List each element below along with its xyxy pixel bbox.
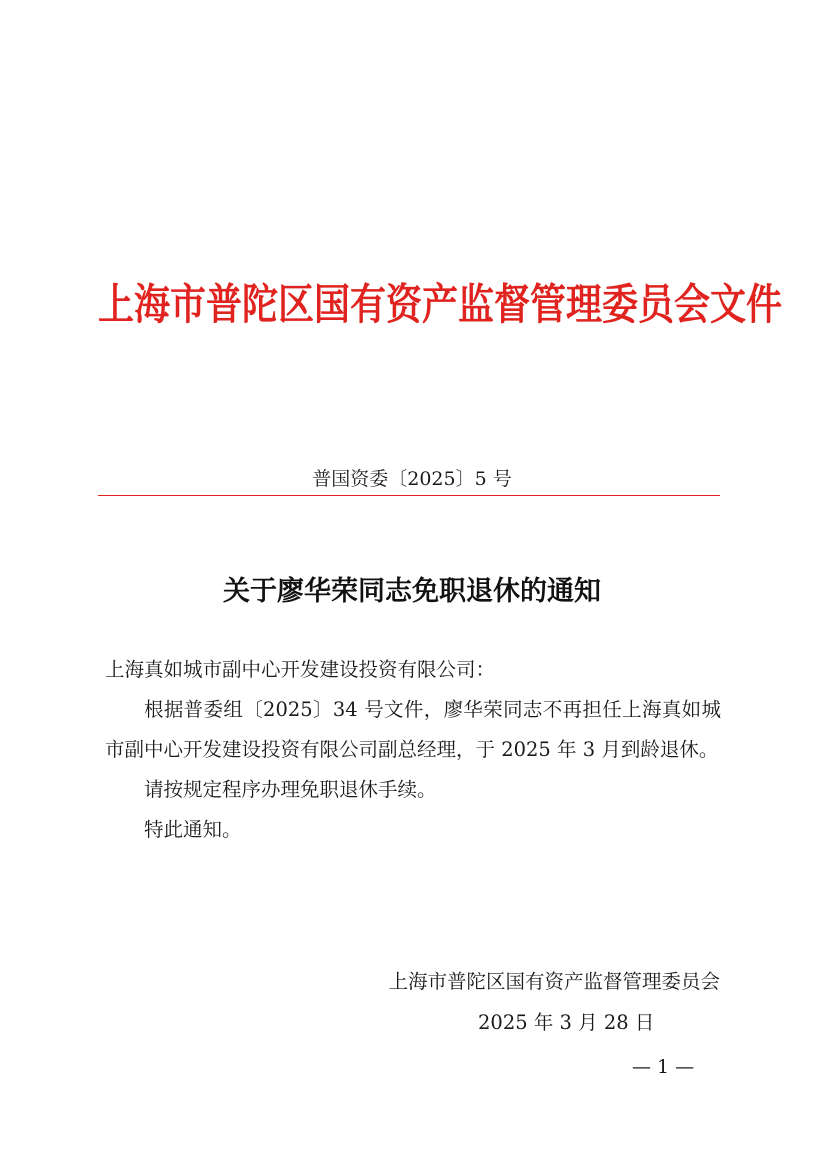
red-divider (98, 495, 720, 496)
body-paragraph: 根据普委组〔2025〕34 号文件，廖华荣同志不再担任上海真如城市副中心开发建设投资有限公司副总经理，于 2025 年 3 月到龄退休。 (105, 698, 721, 761)
body-paragraph: 特此通知。 (144, 818, 242, 841)
issuer-title: 上海市普陀区国有资产监督管理委员会文件 (98, 281, 783, 330)
document-title: 关于廖华荣同志免职退休的通知 (223, 576, 601, 607)
page-number: — 1 — (632, 1056, 695, 1078)
body-paragraph: 请按规定程序办理免职退休手续。 (144, 778, 437, 801)
signature-organization: 上海市普陀区国有资产监督管理委员会 (388, 970, 720, 993)
signature-date: 2025 年 3 月 28 日 (478, 1011, 655, 1034)
addressee: 上海真如城市副中心开发建设投资有限公司： (105, 658, 496, 681)
document-number: 普国资委〔2025〕5 号 (312, 468, 512, 490)
document-body (105, 650, 721, 850)
